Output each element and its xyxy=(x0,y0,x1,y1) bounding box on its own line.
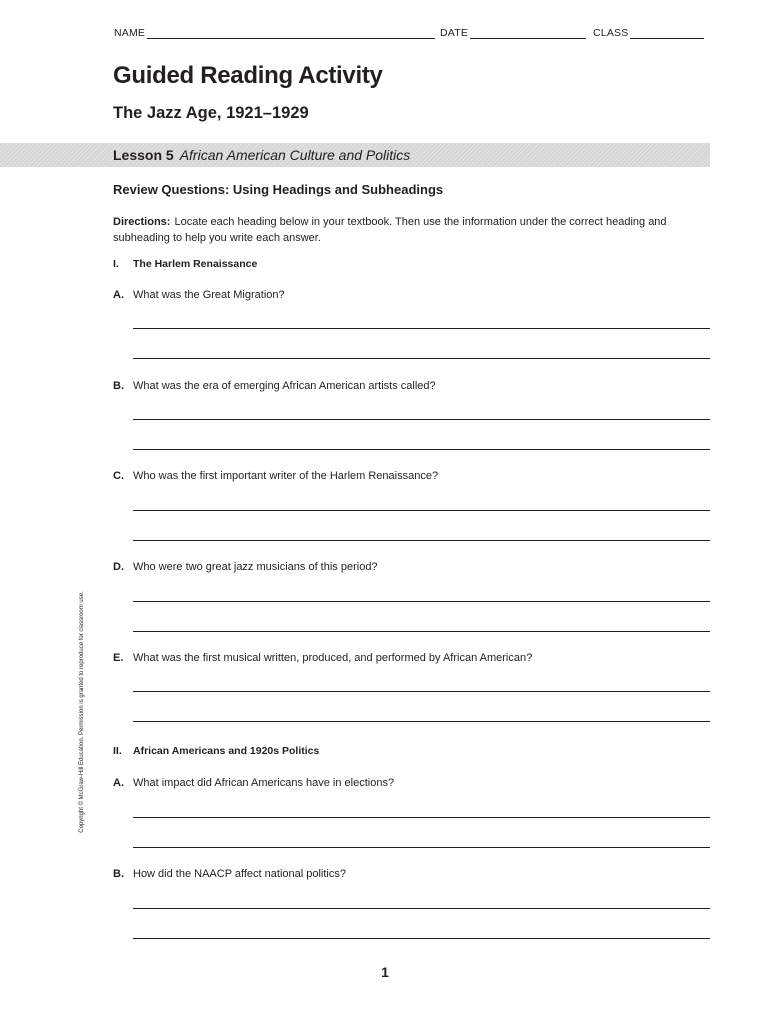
question-letter: A. xyxy=(113,289,124,301)
answer-line[interactable] xyxy=(133,601,710,602)
question-letter: A. xyxy=(113,777,124,789)
answer-line[interactable] xyxy=(133,358,710,359)
date-label: DATE xyxy=(440,27,469,39)
question-letter: B. xyxy=(113,380,124,392)
header-fields xyxy=(114,27,710,41)
question-item xyxy=(113,868,346,880)
section-numeral: II. xyxy=(113,745,122,757)
section-title: African Americans and 1920s Politics xyxy=(133,745,320,757)
name-label: NAME xyxy=(114,27,146,39)
section-heading xyxy=(113,258,257,270)
question-text: What was the Great Migration? xyxy=(133,289,285,301)
question-text: What impact did African Americans have in elections? xyxy=(133,777,395,789)
answer-line[interactable] xyxy=(133,419,710,420)
page-subtitle: The Jazz Age, 1921–1929 xyxy=(113,104,309,122)
question-item xyxy=(113,652,532,664)
lesson-number: Lesson 5 xyxy=(113,147,174,163)
answer-line[interactable] xyxy=(133,540,710,541)
class-field[interactable] xyxy=(593,27,704,39)
question-item xyxy=(113,470,438,482)
lesson-name: African American Culture and Politics xyxy=(179,147,411,163)
answer-line[interactable] xyxy=(133,510,710,511)
copyright-notice: Copyright © McGraw-Hill Education. Permission is granted to reproduce for classroom use. xyxy=(79,591,85,833)
question-item xyxy=(113,561,378,573)
class-line[interactable] xyxy=(630,28,704,39)
question-letter: C. xyxy=(113,470,124,482)
answer-line[interactable] xyxy=(133,691,710,692)
answer-line[interactable] xyxy=(133,817,710,818)
section-title: The Harlem Renaissance xyxy=(133,258,258,270)
review-heading: Review Questions: Using Headings and Subheadings xyxy=(113,182,444,197)
lesson-heading xyxy=(113,147,410,163)
date-field[interactable] xyxy=(440,27,586,39)
page-number: 1 xyxy=(381,964,389,980)
question-item xyxy=(113,777,394,789)
directions xyxy=(113,214,703,246)
question-text: What was the era of emerging African American artists called? xyxy=(133,380,436,392)
question-letter: E. xyxy=(113,652,124,664)
answer-line[interactable] xyxy=(133,847,710,848)
page-title: Guided Reading Activity xyxy=(113,62,383,89)
question-text: What was the first musical written, produced, and performed by African American? xyxy=(133,652,533,664)
section-numeral: I. xyxy=(113,258,119,270)
question-letter: D. xyxy=(113,561,124,573)
class-label: CLASS xyxy=(593,27,629,39)
answer-line[interactable] xyxy=(133,938,710,939)
question-text: How did the NAACP affect national politics? xyxy=(133,868,346,880)
date-line[interactable] xyxy=(470,28,586,39)
section-heading xyxy=(113,745,319,757)
question-text: Who were two great jazz musicians of this period? xyxy=(133,561,378,573)
answer-line[interactable] xyxy=(133,449,710,450)
answer-line[interactable] xyxy=(133,721,710,722)
answer-line[interactable] xyxy=(133,328,710,329)
question-item xyxy=(113,380,436,392)
directions-text: Locate each heading below in your textbook. Then use the information under the correct heading and subheading to help you write each answer. xyxy=(113,216,667,244)
name-line[interactable] xyxy=(147,28,435,39)
answer-line[interactable] xyxy=(133,631,710,632)
question-item xyxy=(113,289,285,301)
answer-line[interactable] xyxy=(133,908,710,909)
question-text: Who was the first important writer of the Harlem Renaissance? xyxy=(133,470,439,482)
question-letter: B. xyxy=(113,868,124,880)
name-field[interactable] xyxy=(114,27,435,39)
directions-label: Directions: xyxy=(113,216,171,228)
